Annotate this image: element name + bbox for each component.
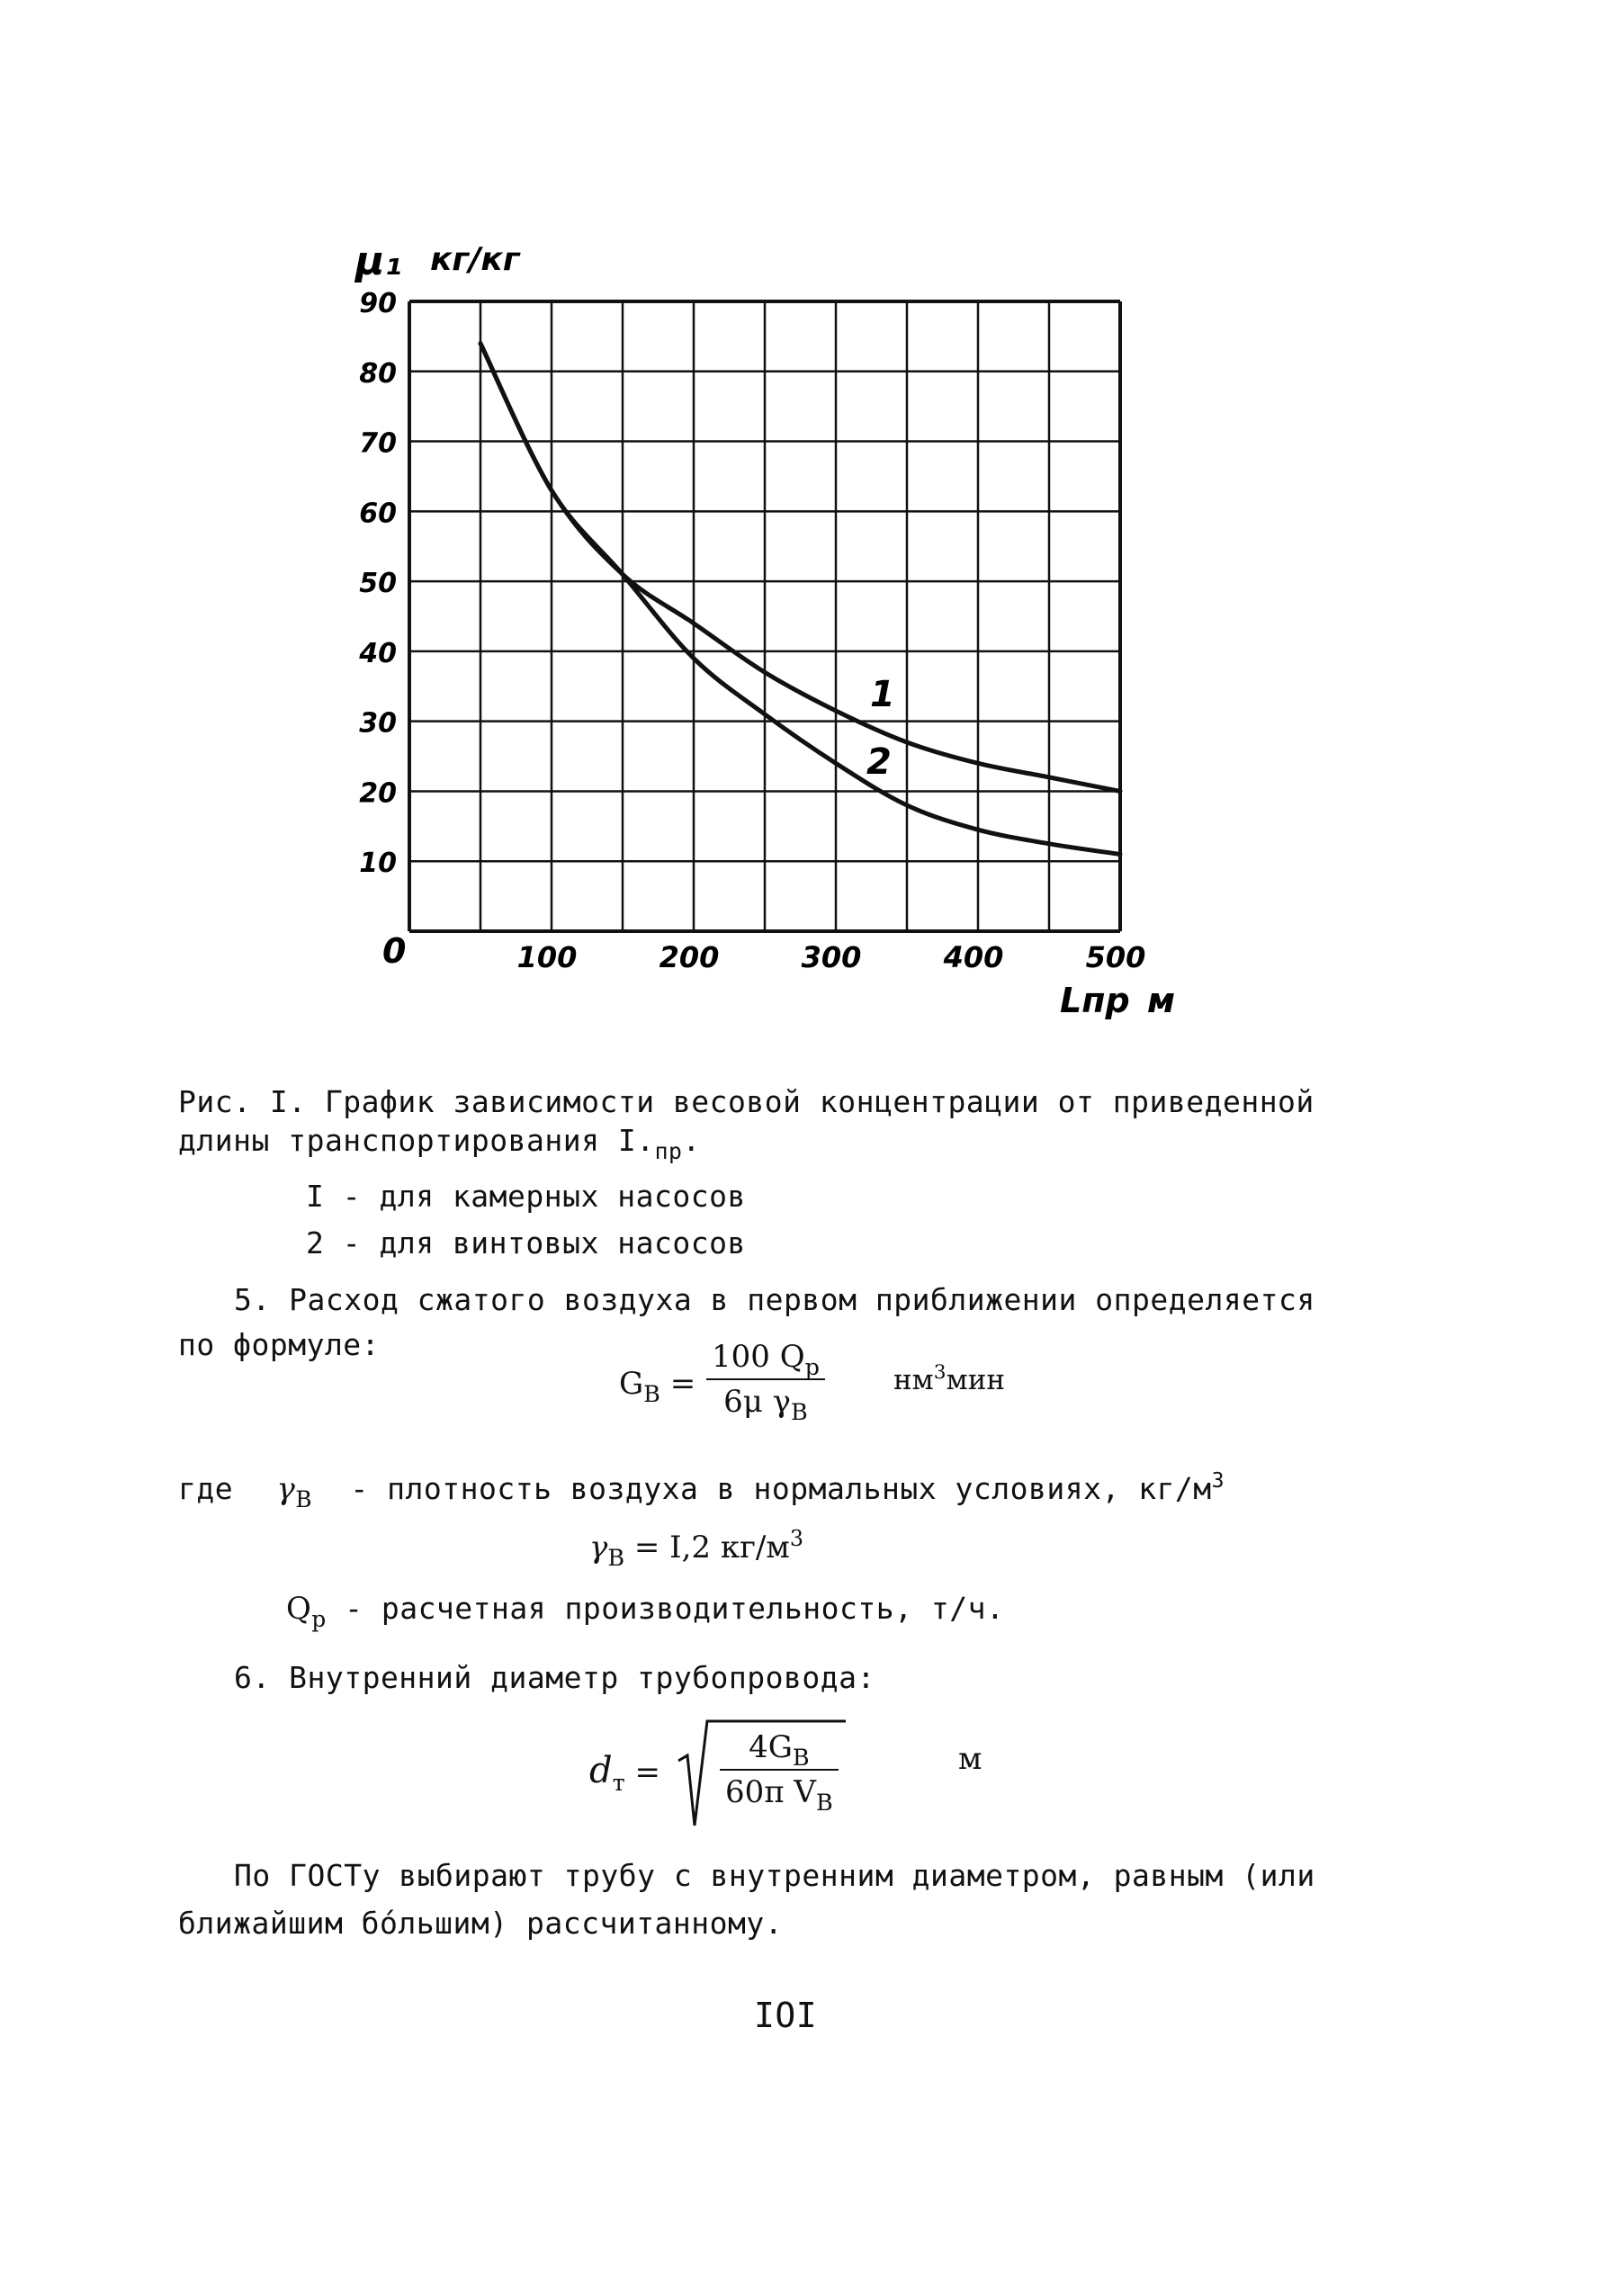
x-axis-symbol: Lпр (1060, 981, 1130, 1020)
gamma-description: - плотность воздуха в нормальных условиях, кг/м (350, 1471, 1212, 1506)
origin-label: 0 (382, 931, 407, 971)
formula-gb-denominator: 6μ $\gamma_B$ (723, 1384, 808, 1426)
x-tick-label: 200 (659, 940, 720, 974)
formula-gb-fraction (706, 1339, 825, 1426)
curve-label-2: 2 (866, 741, 892, 783)
x-tick-label: 300 (801, 940, 862, 974)
y-tick-label: 30 (359, 707, 397, 740)
y-tick-label: 50 (359, 568, 397, 600)
chart-ticks (358, 288, 1145, 974)
caption-line2-sub: пр (654, 1137, 683, 1164)
y-tick-label: 10 (359, 848, 397, 880)
figure-caption-line2 (178, 1123, 701, 1164)
x-tick-label: 500 (1085, 940, 1146, 974)
caption-line2-end: . (682, 1123, 701, 1158)
qp-line: $Q_p$ - расчетная производительность, т/ч. (286, 1591, 1005, 1632)
caption-line2-text: длины транспортирования I. (178, 1123, 655, 1158)
x-tick-label: 100 (516, 940, 578, 974)
y-tick-label: 70 (359, 427, 397, 460)
closing-line2: ближайшим бо́льшим) рассчитанному. (178, 1906, 784, 1941)
item6-line: 6. Внутренний диаметр трубопровода: (234, 1660, 875, 1695)
y-axis-unit: кг/кг (430, 241, 520, 278)
x-tick-label: 400 (943, 940, 1004, 974)
series-curve-1 (480, 344, 1120, 792)
chart-series (480, 344, 1120, 855)
where-line: где $\gamma_B$ - плотность воздуха в нормальных условиях, $кг/м^3$ (178, 1469, 1225, 1512)
curve-label-1: 1 (870, 674, 895, 715)
legend-item-1: I - для камерных насосов (306, 1179, 746, 1214)
formula-dt-denominator: 60π $V_B$ (725, 1774, 833, 1817)
y-axis-symbol: μ₁ (355, 238, 402, 284)
concentration-chart (0, 0, 1624, 1044)
where-prefix: где (178, 1471, 234, 1506)
formula-gb-numerator: 100 $Q_p$ (712, 1339, 820, 1381)
figure-caption-line1: Рис. I. График зависимости весовой концентрации от приведенной (178, 1084, 1314, 1119)
formula-dt-numerator: $4G_B$ (749, 1729, 810, 1772)
y-tick-label: 40 (359, 637, 397, 669)
page-number: IOI (754, 1996, 818, 2035)
gamma-symbol: γ (276, 1471, 296, 1507)
series-curve-2 (480, 344, 1120, 855)
item5-line2: по формуле: (178, 1327, 381, 1362)
formula-dt-lhs: $d_т$ = (589, 1750, 661, 1797)
formula-dt-unit: м (958, 1741, 982, 1777)
gamma-value: $\gamma_B = I,2$ $кг/м^3$ (589, 1525, 803, 1572)
formula-gb-unit: $нм^3мин$ (893, 1361, 1006, 1396)
formula-gb-lhs: $G_B$ = (619, 1366, 696, 1408)
item5-line1: 5. Расход сжатого воздуха в первом приближении определяется (234, 1282, 1315, 1317)
formula-dt-bar (720, 1769, 839, 1771)
y-tick-label: 60 (359, 498, 397, 530)
legend-item-2: 2 - для винтовых насосов (306, 1225, 746, 1261)
formula-dt-fraction (720, 1729, 839, 1817)
y-tick-label: 80 (359, 357, 397, 390)
closing-line1: По ГОСТу выбирают трубу с внутренним диаметром, равным (или (234, 1858, 1315, 1893)
x-axis-unit: м (1147, 981, 1176, 1020)
y-tick-label: 20 (359, 777, 397, 810)
y-tick-label: 90 (359, 288, 397, 319)
